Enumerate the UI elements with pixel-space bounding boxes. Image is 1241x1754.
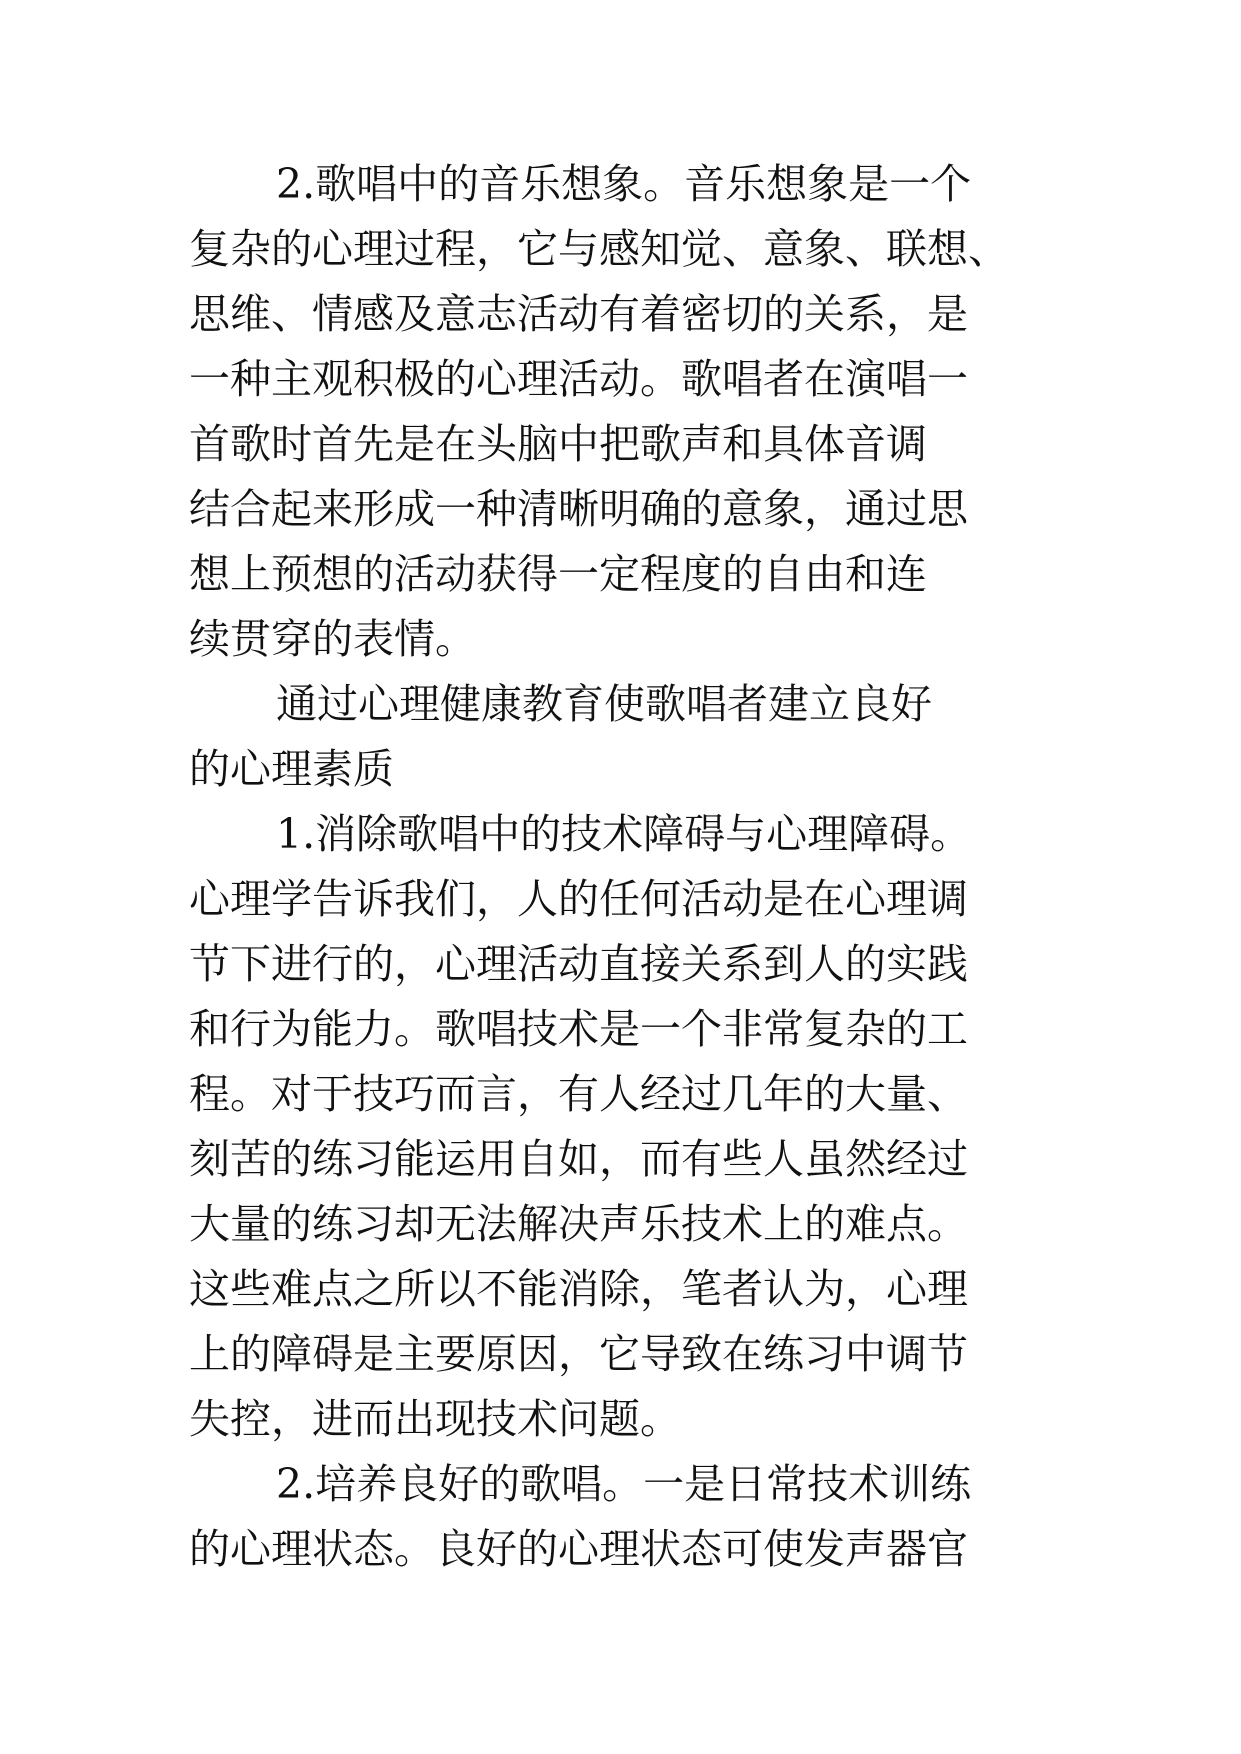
- text-line: 程。对于技巧而言，有人经过几年的大量、: [189, 1070, 968, 1118]
- text-line: 2.歌唱中的音乐想象。音乐想象是一个: [276, 160, 972, 208]
- text-line: 思维、情感及意志活动有着密切的关系，是: [189, 290, 968, 338]
- text-line: 结合起来形成一种清晰明确的意象，通过思: [189, 485, 968, 533]
- text-line: 1.消除歌唱中的技术障碍与心理障碍。: [276, 810, 972, 858]
- text-line: 刻苦的练习能运用自如，而有些人虽然经过: [189, 1135, 968, 1183]
- text-line: 想上预想的活动获得一定程度的自由和连: [189, 550, 927, 598]
- text-line: 2.培养良好的歌唱。一是日常技术训练: [276, 1460, 972, 1508]
- text-line: 大量的练习却无法解决声乐技术上的难点。: [189, 1200, 968, 1248]
- text-line: 心理学告诉我们，人的任何活动是在心理调: [189, 875, 968, 923]
- text-line: 节下进行的，心理活动直接关系到人的实践: [189, 940, 968, 988]
- text-line: 续贯穿的表情。: [189, 615, 476, 663]
- text-line: 失控，进而出现技术问题。: [189, 1395, 681, 1443]
- text-line: 首歌时首先是在头脑中把歌声和具体音调: [189, 420, 927, 468]
- text-line: 和行为能力。歌唱技术是一个非常复杂的工: [189, 1005, 968, 1053]
- section-heading-line: 的心理素质: [189, 745, 394, 793]
- text-line: 上的障碍是主要原因，它导致在练习中调节: [189, 1330, 968, 1378]
- text-line: 复杂的心理过程，它与感知觉、意象、联想、: [189, 225, 1009, 273]
- section-heading-line: 通过心理健康教育使歌唱者建立良好: [276, 680, 932, 728]
- text-line: 这些难点之所以不能消除，笔者认为，心理: [189, 1265, 968, 1313]
- text-line: 一种主观积极的心理活动。歌唱者在演唱一: [189, 355, 968, 403]
- text-line: 的心理状态。良好的心理状态可使发声器官: [189, 1525, 968, 1573]
